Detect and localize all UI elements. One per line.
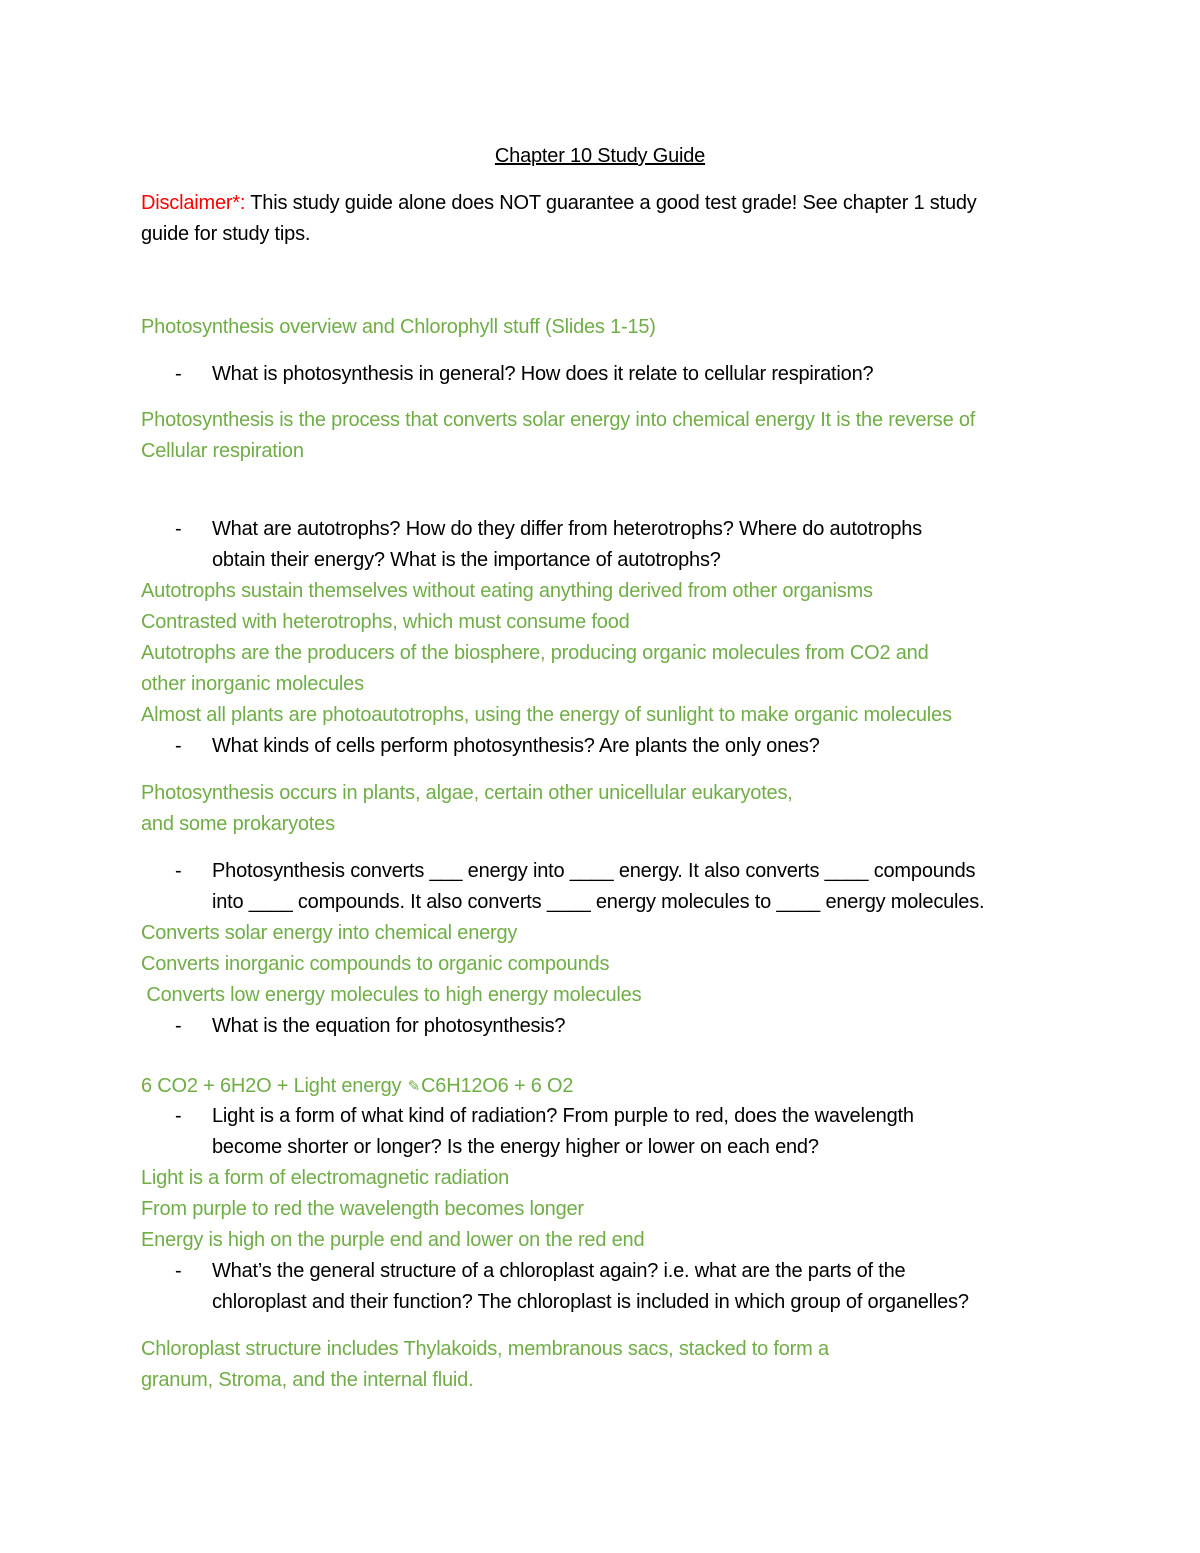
answer-4-line-1: Converts solar energy into chemical energy <box>141 922 518 944</box>
bullet-dash: - <box>175 518 182 540</box>
answer-6-line-1: Light is a form of electromagnetic radiation <box>141 1167 510 1189</box>
disclaimer-line-1 <box>141 191 977 215</box>
answer-6-line-3: Energy is high on the purple end and lower on the red end <box>141 1229 645 1251</box>
answer-2-line-3: Autotrophs are the producers of the biosphere, producing organic molecules from CO2 and <box>141 642 929 664</box>
disclaimer-text: This study guide alone does NOT guarantee a good test grade! See chapter 1 study <box>245 192 977 214</box>
question-7-line-1: What’s the general structure of a chloroplast again? i.e. what are the parts of the <box>212 1260 906 1282</box>
disclaimer-label: Disclaimer*: <box>141 192 246 214</box>
bullet-dash: - <box>175 860 182 882</box>
question-3-line-1: What kinds of cells perform photosynthesis? Are plants the only ones? <box>212 735 820 757</box>
answer-2-line-5: Almost all plants are photoautotrophs, using the energy of sunlight to make organic molecules <box>141 704 952 726</box>
question-1-line-1: What is photosynthesis in general? How does it relate to cellular respiration? <box>212 363 874 385</box>
answer-4-line-2: Converts inorganic compounds to organic compounds <box>141 953 610 975</box>
answer-2-line-1: Autotrophs sustain themselves without eating anything derived from other organisms <box>141 580 873 602</box>
equation-reactants: 6 CO2 + 6H2O + Light energy <box>141 1075 407 1097</box>
answer-2-line-2: Contrasted with heterotrophs, which must consume food <box>141 611 630 633</box>
question-4-line-1: Photosynthesis converts ___ energy into ____ energy. It also converts ____ compounds <box>212 860 976 882</box>
answer-1-line-2: Cellular respiration <box>141 440 304 462</box>
question-6-line-2: become shorter or longer? Is the energy higher or lower on each end? <box>212 1136 819 1158</box>
answer-3-line-1: Photosynthesis occurs in plants, algae, certain other unicellular eukaryotes, <box>141 782 793 804</box>
question-2-line-2: obtain their energy? What is the importance of autotrophs? <box>212 549 721 571</box>
bullet-dash: - <box>175 735 182 757</box>
answer-7-line-1: Chloroplast structure includes Thylakoids, membranous sacs, stacked to form a <box>141 1338 829 1360</box>
answer-6-line-2: From purple to red the wavelength becomes longer <box>141 1198 584 1220</box>
disclaimer-line-2: guide for study tips. <box>141 223 311 245</box>
question-7-line-2: chloroplast and their function? The chloroplast is included in which group of organelles? <box>212 1291 969 1313</box>
answer-3-line-2: and some prokaryotes <box>141 813 335 835</box>
page-title: Chapter 10 Study Guide <box>494 145 706 167</box>
question-6-line-1: Light is a form of what kind of radiation? From purple to red, does the wavelength <box>212 1105 914 1127</box>
answer-7-line-2: granum, Stroma, and the internal fluid. <box>141 1369 474 1391</box>
bullet-dash: - <box>175 1015 182 1037</box>
photosynthesis-equation <box>141 1074 573 1099</box>
arrow-icon: ✎ <box>407 1078 421 1095</box>
answer-1-line-1: Photosynthesis is the process that converts solar energy into chemical energy It is the reverse of <box>141 409 976 431</box>
answer-4-line-3: Converts low energy molecules to high energy molecules <box>141 984 642 1006</box>
question-5-line-1: What is the equation for photosynthesis? <box>212 1015 566 1037</box>
bullet-dash: - <box>175 1260 182 1282</box>
bullet-dash: - <box>175 1105 182 1127</box>
bullet-dash: - <box>175 363 182 385</box>
question-4-line-2: into ____ compounds. It also converts ____ energy molecules to ____ energy molecules. <box>212 891 985 913</box>
question-2-line-1: What are autotrophs? How do they differ from heterotrophs? Where do autotrophs <box>212 518 922 540</box>
section-heading: Photosynthesis overview and Chlorophyll stuff (Slides 1-15) <box>141 316 656 338</box>
equation-products: C6H12O6 + 6 O2 <box>421 1075 574 1097</box>
answer-2-line-4: other inorganic molecules <box>141 673 364 695</box>
